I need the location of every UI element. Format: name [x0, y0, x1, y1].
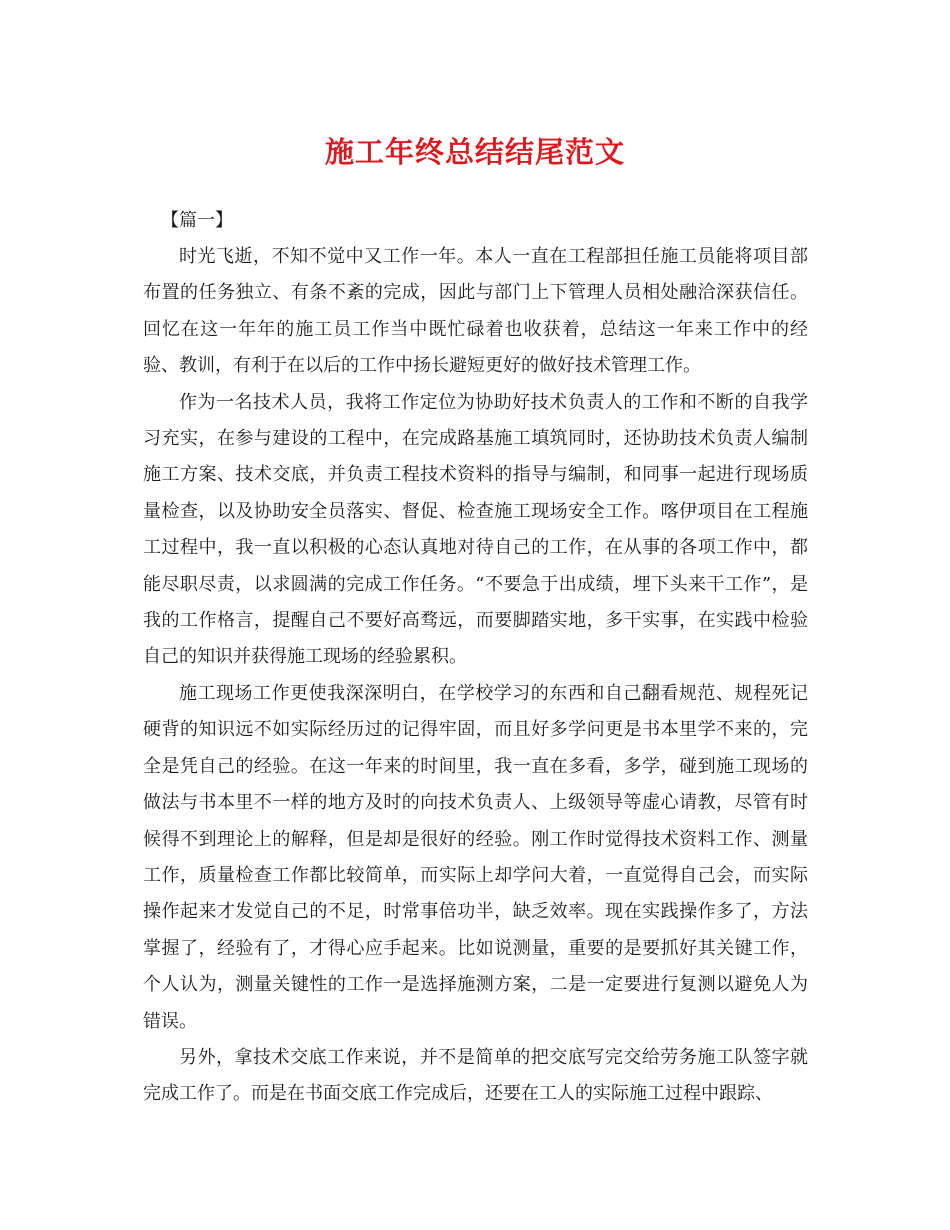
paragraph-1: 时光飞逝，不知不觉中又工作一年。本人一直在工程部担任施工员能将项目部布置的任务独立、有条不紊的完成，因此与部门上下管理人员相处融洽深获信任。回忆在这一年年的施工员工作当中既忙碌着也收获着，总结这一年来工作中的经验、教训，有利于在以后的工作中扬长避短更好的做好技术管理工作。 [143, 246, 808, 377]
paragraph-4: 另外，拿技术交底工作来说，并不是简单的把交底写完交给劳务施工队签字就完成工作了。而是在书面交底工作完成后，还要在工人的实际施工过程中跟踪、 [143, 1046, 808, 1105]
section-label: 【篇一】 [161, 210, 233, 231]
document-body [143, 205, 808, 1113]
paragraph-3: 施工现场工作更使我深深明白，在学校学习的东西和自己翻看规范、规程死记硬背的知识远不如实际经历过的记得牢固，而且好多学问更是书本里学不来的，完全是凭自己的经验。在这一年来的时间里，我一直在多看，多学，碰到施工现场的做法与书本里不一样的地方及时的向技术负责人、上级领导等虚心请教，尽管有时候得不到理论上的解释，但是却是很好的经验。刚工作时觉得技术资料工作、测量工作，质量检查工作都比较简单，而实际上却学问大着，一直觉得自己会，而实际操作起来才发觉自己的不足，时常事倍功半，缺乏效率。现在实践操作多了，方法掌握了，经验有了，才得心应手起来。比如说测量，重要的是要抓好其关键工作，个人认为，测量关键性的工作一是选择施测方案，二是一定要进行复测以避免人为错误。 [143, 682, 808, 1032]
paragraph-2: 作为一名技术人员，我将工作定位为协助好技术负责人的工作和不断的自我学习充实，在参与建设的工程中，在完成路基施工填筑同时，还协助技术负责人编制施工方案、技术交底，并负责工程技术资料的指导与编制，和同事一起进行现场质量检查，以及协助安全员落实、督促、检查施工现场安全工作。喀伊项目在工程施工过程中，我一直以积极的心态认真地对待自己的工作，在从事的各项工作中，都能尽职尽责，以求圆满的完成工作任务。“不要急于出成绩，埋下头来干工作”，是我的工作格言，提醒自己不要好高骛远，而要脚踏实地，多干实事，在实践中检验自己的知识并获得施工现场的经验累积。 [143, 391, 808, 668]
document-title: 施工年终总结结尾范文 [324, 135, 625, 169]
